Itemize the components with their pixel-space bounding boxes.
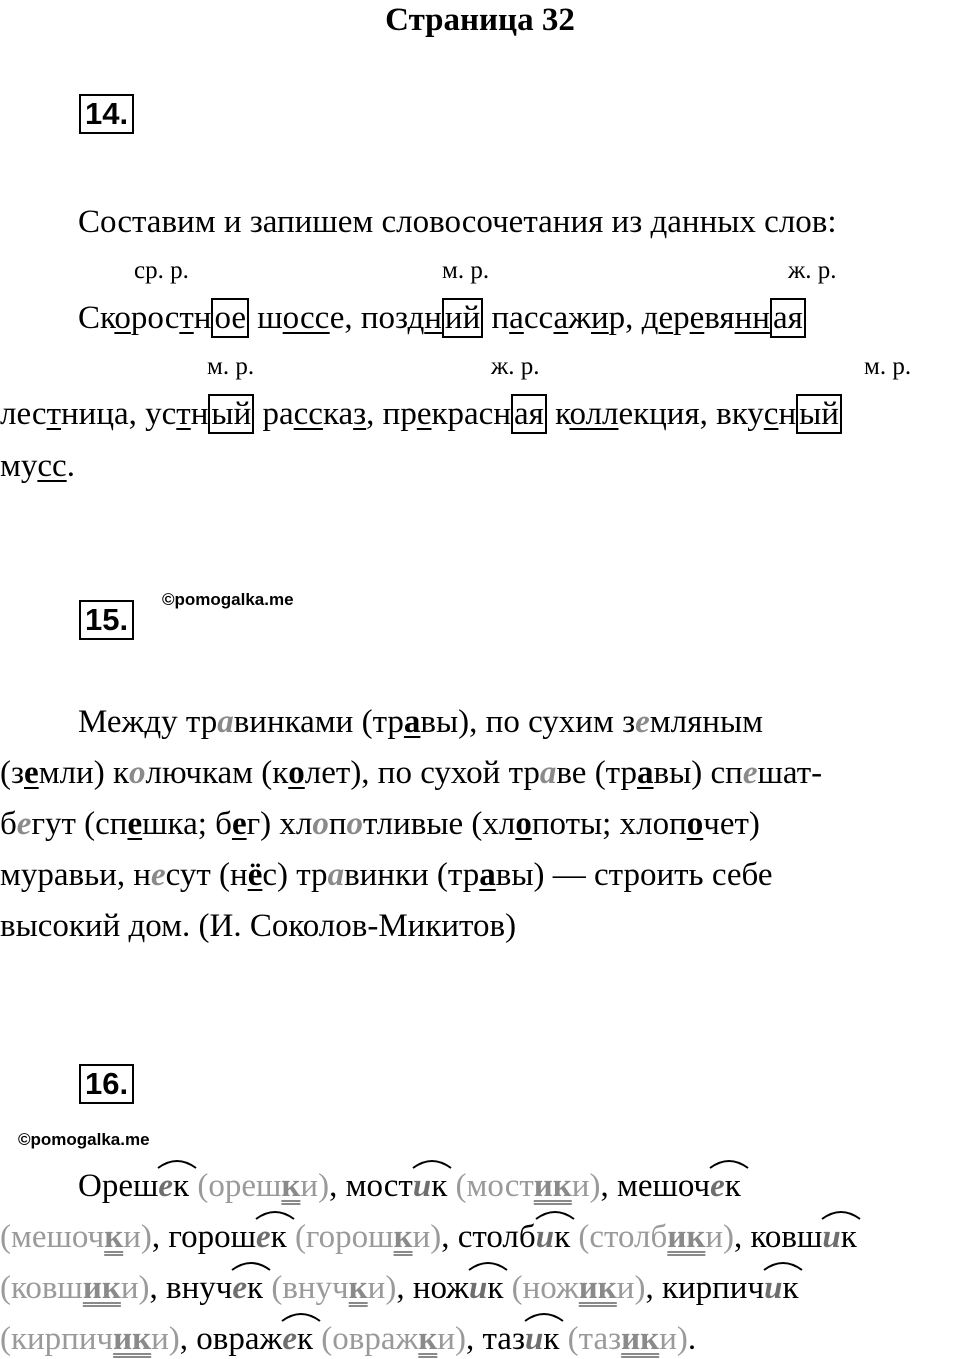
- text-line: (ковшики), внуч ек (внучки), нож ик (ножики), кирпич ик: [0, 1268, 960, 1308]
- text-line: Между травинками (травы), по сухим земляным: [78, 704, 764, 740]
- ex14-gender-labels-1: [0, 257, 960, 287]
- page-title: Страница 32: [385, 2, 575, 38]
- text-line: (земли) колючкам (колет), по сухой траве (травы) спешат-: [0, 755, 823, 791]
- gender-label: м. р.: [207, 353, 255, 380]
- gender-label: ср. р.: [134, 257, 189, 284]
- gender-label: м. р.: [864, 353, 912, 380]
- text-line: высокий дом. (И. Соколов-Микитов): [0, 908, 517, 944]
- ex14-intro: Составим и запишем словосочетания из данных слов:: [78, 204, 837, 240]
- text-line: (мешочки), горош ек (горошки), столб ик (столбики), ковш ик: [0, 1217, 960, 1257]
- exercise-number-14: 14.: [79, 94, 134, 134]
- gender-label: ж. р.: [788, 257, 837, 284]
- text-line: (кирпичики), овраж ек (овражки), таз ик (тазики).: [0, 1319, 960, 1359]
- watermark: ©pomogalka.me: [18, 1130, 150, 1149]
- exercise-number-16: 16.: [79, 1064, 134, 1104]
- text-line: лестница, устный рассказ, прекрасная коллекция, вкусный: [0, 394, 960, 434]
- watermark: ©pomogalka.me: [162, 590, 294, 609]
- text-line: бегут (спешка; бег) хлопотливые (хлопоты; хлопочет): [0, 806, 760, 842]
- text-line: мусс.: [0, 448, 75, 484]
- text-line: Скоростное шоссе, поздний пассажир, деревянная: [78, 298, 960, 338]
- gender-label: ж. р.: [491, 353, 540, 380]
- ex14-gender-labels-2: [0, 353, 960, 383]
- text-line: муравьи, несут (нёс) травинки (травы) — строить себе: [0, 857, 773, 893]
- exercise-number-15: 15.: [79, 600, 134, 640]
- text-line: Ореш ек (орешки), мост ик (мостики), мешоч ек: [78, 1166, 960, 1206]
- gender-label: м. р.: [442, 257, 490, 284]
